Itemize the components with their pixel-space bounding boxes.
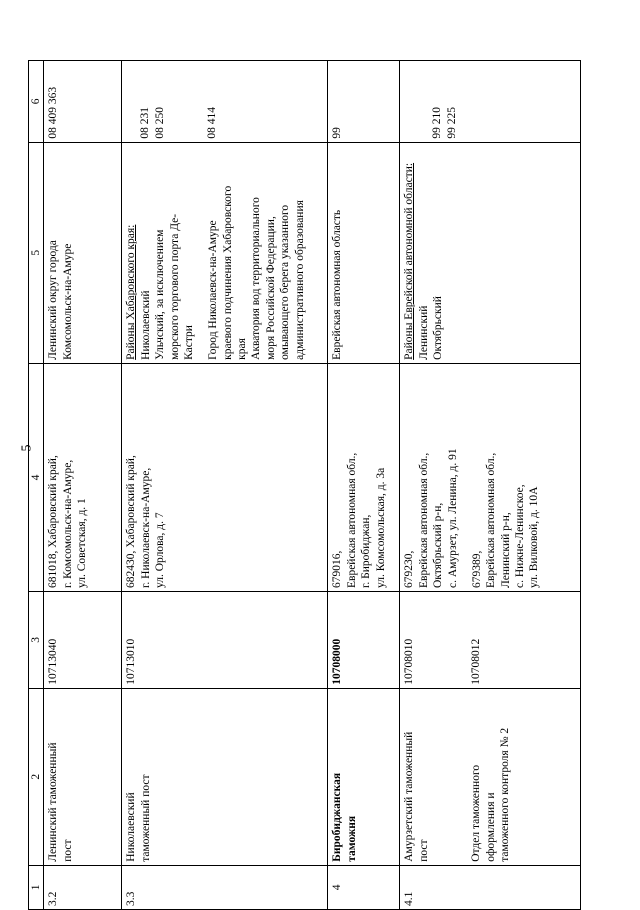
post-code: 10708000 [328, 592, 400, 689]
header-cell: 4 [29, 363, 44, 591]
okato-code: 99 210 99 225 [400, 61, 581, 143]
post-name: Амурзетский таможенный пост Отдел таможенного оформления и таможенного контроля № 2 [400, 688, 581, 865]
customs-table-wrapper [28, 60, 581, 910]
row-number: 4 [328, 865, 400, 909]
okato-code: 08 409 363 [44, 61, 122, 143]
post-code: 10713040 [44, 592, 122, 689]
table-row [400, 61, 581, 910]
region: Еврейская автономная область [328, 142, 400, 363]
post-address: 681018, Хабаровский край, г. Комсомольск-на-Амуре, ул. Советская, д. 1 [44, 363, 122, 591]
post-code: 10713010 [122, 592, 328, 689]
header-cell: 6 [29, 61, 44, 143]
okato-code: 08 231 08 250 08 414 [122, 61, 328, 143]
okato-code: 99 [328, 61, 400, 143]
row-number: 3.2 [44, 865, 122, 909]
post-name: Биробиджанская таможня [328, 688, 400, 865]
customs-table [28, 60, 581, 910]
post-name: Николаевский таможенный пост [122, 688, 328, 865]
table-row [44, 61, 122, 910]
region: Районы Хабаровского края: Николаевский Ульчский, за исключением морского торгового порта Де- Кастри Город Николаевск-на-Амуре краевого подчинения Хабаровского края Акватория вод территориального моря Российской Федерации, омывающего берега указанного административного образования [122, 142, 328, 363]
post-address: 679230, Еврейская автономная обл., Октябрьский р-н, с. Амурзет, ул. Ленина, д. 91 679389, Еврейская автономная обл., Ленинский р-н, с. Нижне-Ленинское, ул. Вилковой, д. 10А [400, 363, 581, 591]
header-row [29, 61, 44, 910]
header-cell: 2 [29, 688, 44, 865]
row-number: 4.1 [400, 865, 581, 909]
table-row [328, 61, 400, 910]
header-cell: 5 [29, 142, 44, 363]
post-code: 10708010 10708012 [400, 592, 581, 689]
post-name: Ленинский таможенный пост [44, 688, 122, 865]
post-address: 682430, Хабаровский край, г. Николаевск-на-Амуре, ул. Орлова, д. 7 [122, 363, 328, 591]
page-number: 5 [19, 444, 35, 452]
table-row [122, 61, 328, 910]
region: Ленинский округ города Комсомольск-на-Амуре [44, 142, 122, 363]
post-address: 679016, Еврейская автономная обл., г. Биробиджан, ул. Комсомольская, д. 3а [328, 363, 400, 591]
header-cell: 3 [29, 592, 44, 689]
header-cell: 1 [29, 865, 44, 909]
row-number: 3.3 [122, 865, 328, 909]
region: Районы Еврейской автономной области: Ленинский Октябрьский [400, 142, 581, 363]
